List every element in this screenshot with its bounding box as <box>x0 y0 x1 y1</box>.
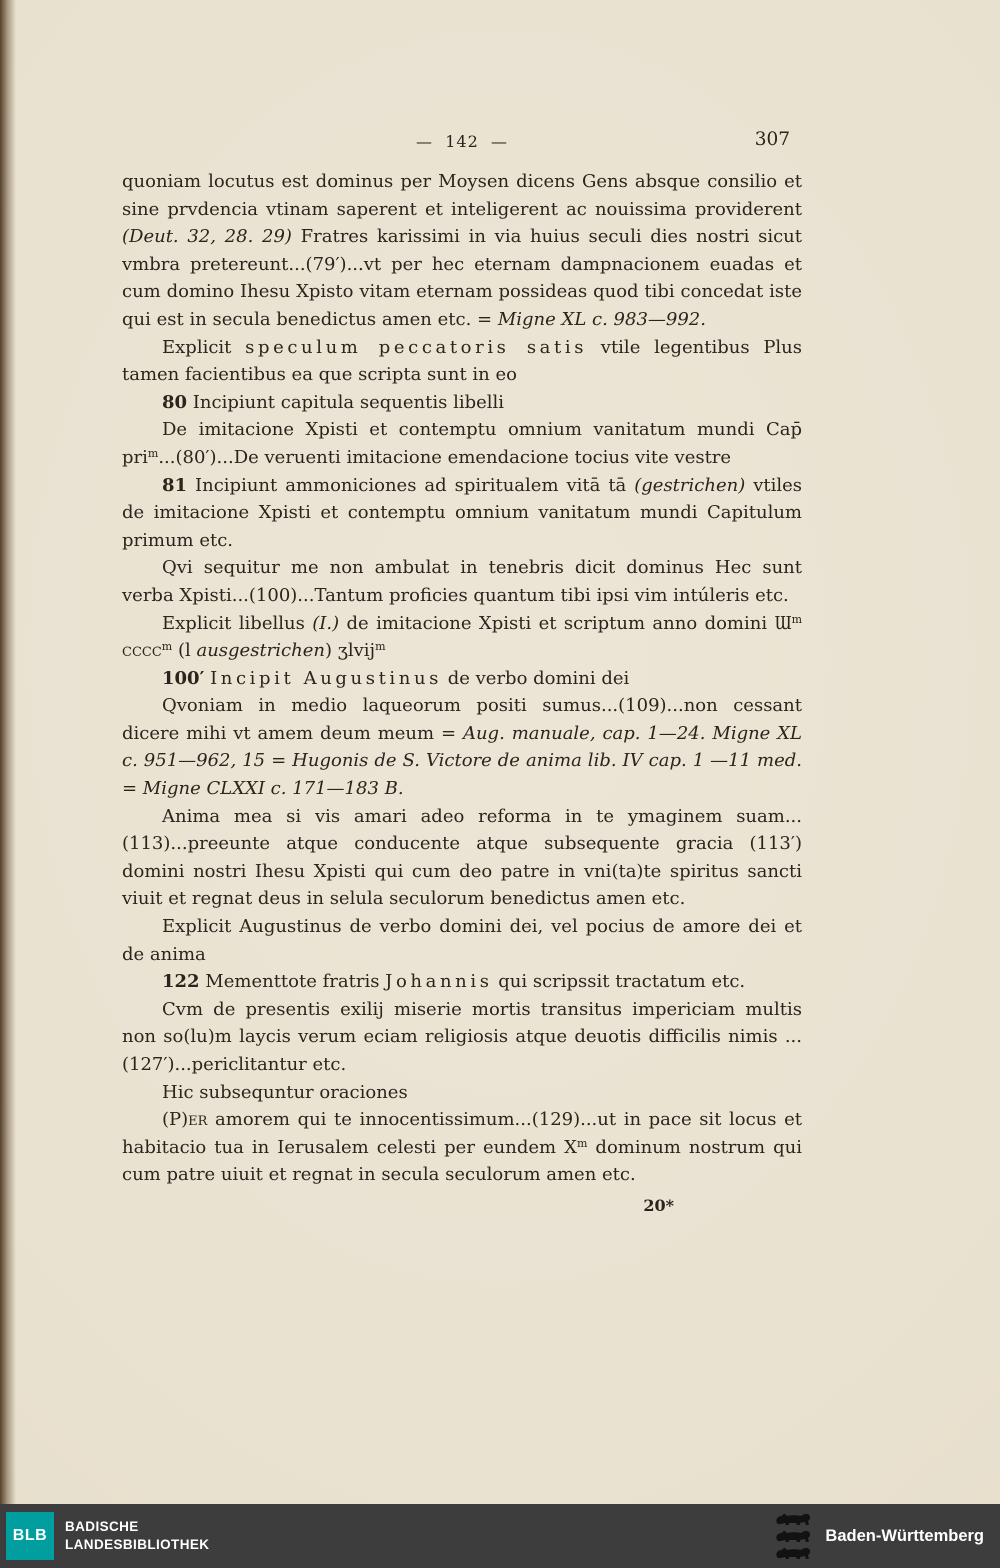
footer-bar <box>0 1504 1000 1568</box>
signature-mark: 20* <box>643 1195 674 1215</box>
paragraph: De imitacione Xpisti et contemptu omnium vanitatum mundi Cap̄ pri$^m$...(80′)...De veruenti imitacione emendacione tocius vite vestre <box>122 419 802 468</box>
paragraph: Anima mea si vis amari adeo reforma in te ymaginem suam... (113)...preeunte atque conducente atque subsequente gracia (113′) domini nostri Ihesu Xpisti qui cum deo patre in vni(ta)te spiritus sancti viuit et regnat deus in selula seculorum benedictus amen etc. <box>122 805 802 910</box>
paragraph: (P)er amorem qui te innocentissimum...(129)...ut in pace sit locus et habitacio tua in Ierusalem celesti per eundem $X^m$ dominum nostrum qui cum patre uiuit et regnat in secula seculorum amen etc. <box>122 1109 802 1186</box>
page-header <box>122 128 802 158</box>
paragraph: 81 Incipiunt ammoniciones ad spiritualem vitā tā (gestrichen) vtiles de imitacione Xpisti et contemptu omnium vanitatum mundi Capitulum primum etc. <box>122 474 802 551</box>
baden-wuerttemberg-coat-of-arms-icon <box>771 1511 815 1561</box>
paragraph: quoniam locutus est dominus per Moysen dicens Gens absque consilio et sine prvdencia vtinam saperent et inteligerent ac nouissima providerent (Deut. 32, 28. 29) Fratres karissimi in via huius seculi dies nostri sicut vmbra pretereunt...(79′)...vt per hec eternam dampnacionem euadas et cum domino Ihesu Xpisto vitam eternam possideas quod tibi concedat iste qui est in secula benedictus amen etc. = Migne XL c. 983—992. <box>122 171 803 330</box>
region-label: Baden-Württemberg <box>825 1526 984 1545</box>
text-block <box>122 168 802 1189</box>
library-name-line2: LANDESBIBLIOTHEK <box>65 1537 210 1552</box>
blb-logo <box>6 1512 54 1560</box>
paragraph: Explicit speculum peccatoris satis vtile legentibus Plus tamen facientibus ea que scripta sunt in eo <box>122 336 803 386</box>
manuscript-number: — 142 — <box>416 132 508 151</box>
paragraph: Explicit libellus (I.) de imitacione Xpisti et scriptum anno domini $Ɯ^m$ cccc$^m$ (l ausgestrichen) ʒlvij$^m$ <box>122 612 802 662</box>
paragraph: Hic subsequntur oraciones <box>162 1081 408 1103</box>
scan-gutter-shadow <box>0 0 16 1504</box>
blb-logo-text: BLB <box>12 1527 48 1544</box>
paragraph: Qvi sequitur me non ambulat in tenebris dicit dominus Hec sunt verba Xpisti...(100)...Tantum proficies quantum tibi ipsi vim intúleris etc. <box>122 557 802 606</box>
paragraph: Explicit Augustinus de verbo domini dei, vel pocius de amore dei et de anima <box>122 916 802 965</box>
paragraph: 80 Incipiunt capitula sequentis libelli <box>162 391 505 413</box>
library-name-line1: BADISCHE <box>65 1519 139 1535</box>
page-number: 307 <box>754 129 790 150</box>
paragraph: 122 Mementtote fratris Johannis qui scripssit tractatum etc. <box>162 971 746 993</box>
paragraph: Qvoniam in medio laqueorum positi sumus...(109)...non cessant dicere mihi vt amem deum meum = Aug. manuale, cap. 1—24. Migne XL c. 951—962, 15 = Hugonis de S. Victore de anima lib. IV cap. 1 —11 med. = Migne CLXXI c. 171—183 B. <box>122 695 803 800</box>
library-name <box>65 1518 209 1553</box>
paragraph: Cvm de presentis exilij miserie mortis transitus impericiam multis non so(lu)m laycis verum eciam religiosis atque deuotis difficilis nimis ...(127′)...periclitantur etc. <box>122 998 802 1075</box>
paragraph: 100′ Incipit Augustinus de verbo domini dei <box>162 667 630 689</box>
page-content <box>122 128 802 1220</box>
